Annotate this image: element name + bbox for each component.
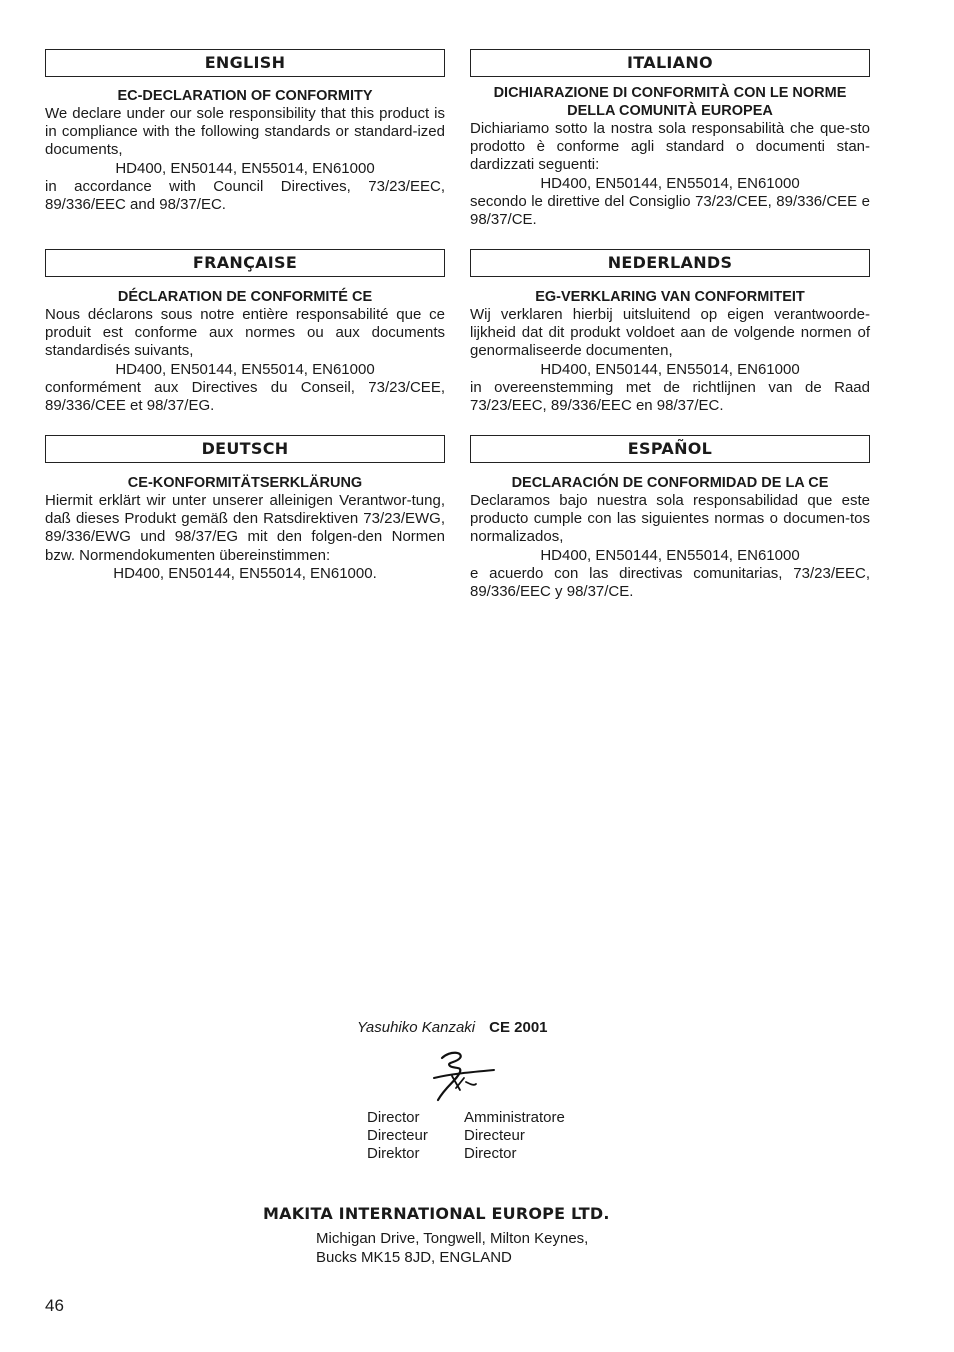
section-title: DECLARACIÓN DE CONFORMIDAD DE LA CE (511, 475, 829, 491)
section-header: ITALIANO (470, 49, 870, 77)
section-title: EC-DECLARATION OF CONFORMITY (117, 88, 373, 104)
section-intro: Declaramos bajo nuestra sola responsabilidad que este producto cumple con las siguientes normas o documen-tos normalizados, (470, 492, 870, 546)
standards-list: HD400, EN50144, EN55014, EN61000 (115, 360, 375, 378)
signature-image (420, 1048, 498, 1104)
section-outro: conformément aux Directives du Conseil, 73/23/CEE, 89/336/CEE et 98/37/EG. (45, 378, 445, 415)
address-line: Michigan Drive, Tongwell, Milton Keynes, (316, 1230, 589, 1247)
section-italiano (470, 49, 870, 229)
section-title: CE-KONFORMITÄTSERKLÄRUNG (127, 475, 363, 491)
roles-right (464, 1109, 565, 1164)
section-intro: We declare under our sole responsibility that this product is in compliance with the following standards or standard-ized documents, (45, 105, 445, 159)
standards-list: HD400, EN50144, EN55014, EN61000. (113, 564, 377, 582)
role-label: Direktor (367, 1145, 420, 1163)
section-intro: Nous déclarons sous notre entière responsabilité que ce produit est conforme aux normes ou aux documents standardisés suivants, (45, 306, 445, 360)
section-header: FRANÇAISE (45, 249, 445, 277)
section-header: NEDERLANDS (470, 249, 870, 277)
section-header: ESPAÑOL (470, 435, 870, 463)
standards-list: HD400, EN50144, EN55014, EN61000 (115, 159, 375, 177)
section-outro: in accordance with Council Directives, 73/23/EEC, 89/336/EEC and 98/37/EC. (45, 177, 445, 214)
standards-list: HD400, EN50144, EN55014, EN61000 (540, 174, 800, 192)
page-number: 46 (45, 1296, 64, 1315)
section-english (45, 49, 445, 214)
section-intro: Hiermit erklärt wir unter unserer alleinigen Verantwor-tung, daß dieses Produkt gemäß den Ratsdirektiven 73/23/EWG, 89/336/EWG und 98/37/EG mit den folgen-den Normen bzw. Normendokumenten übereinstimmen: (45, 492, 445, 564)
standards-list: HD400, EN50144, EN55014, EN61000 (540, 360, 800, 378)
section-deutsch (45, 435, 445, 583)
signer-line (357, 1019, 548, 1037)
section-outro: in overeenstemming met de richtlijnen van de Raad 73/23/EEC, 89/336/EEC en 98/37/EC. (470, 378, 870, 415)
address-line: Bucks MK15 8JD, ENGLAND (316, 1249, 512, 1266)
role-label: Directeur (464, 1127, 525, 1145)
section-title: EG-VERKLARING VAN CONFORMITEIT (535, 289, 805, 305)
company-name: MAKITA INTERNATIONAL EUROPE LTD. (263, 1204, 610, 1223)
role-label: Director (464, 1145, 517, 1163)
section-intro: Wij verklaren hierbij uitsluitend op eigen verantwoorde-lijkheid dat dit produkt voldoet aan de volgende normen of genormaliseerde documenten, (470, 306, 870, 360)
role-label: Director (367, 1109, 420, 1126)
section-outro: secondo le direttive del Consiglio 73/23/CEE, 89/336/CEE e 98/37/CE. (470, 192, 870, 229)
section-intro: Dichiariamo sotto la nostra sola responsabilità che que-sto prodotto è conforme agli standard o documenti stan-dardizzati seguenti: (470, 120, 870, 174)
section-nederlands (470, 249, 870, 415)
signer-name: Yasuhiko Kanzaki (357, 1019, 476, 1036)
section-espanol (470, 435, 870, 601)
company-address (316, 1229, 588, 1267)
role-label: Directeur (367, 1127, 428, 1145)
section-header: DEUTSCH (45, 435, 445, 463)
section-francaise (45, 249, 445, 415)
standards-list: HD400, EN50144, EN55014, EN61000 (540, 546, 800, 564)
ce-mark: CE 2001 (489, 1019, 548, 1036)
section-header: ENGLISH (45, 49, 445, 77)
section-title: DICHIARAZIONE DI CONFORMITÀ CON LE NORME DELLA COMUNITÀ EUROPEA (493, 85, 847, 119)
roles-left (367, 1109, 428, 1164)
section-outro: e acuerdo con las directivas comunitarias, 73/23/EEC, 89/336/EEC y 98/37/CE. (470, 564, 870, 601)
role-label: Amministratore (464, 1109, 565, 1126)
section-title: DÉCLARATION DE CONFORMITÉ CE (117, 289, 373, 305)
